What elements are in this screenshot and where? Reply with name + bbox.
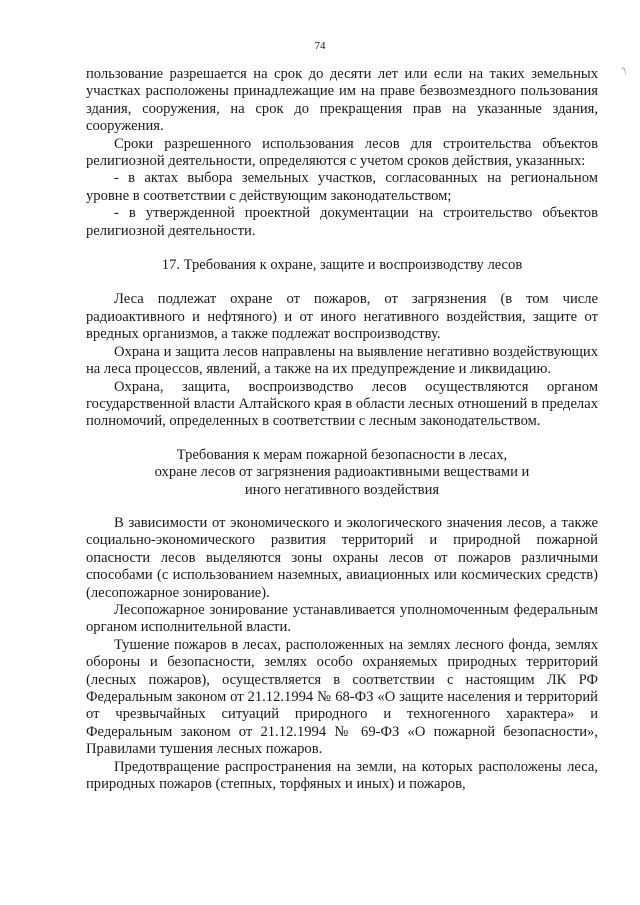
page-number: 74	[314, 40, 326, 52]
scan-mark: '\	[622, 66, 627, 76]
list-item: - в актах выбора земельных участков, согласованных на региональном уровне в соответствии с действующим законодательством;	[86, 170, 598, 204]
paragraph: Сроки разрешенного использования лесов для строительства объектов религиозной деятельности, определяются с учетом сроков действия, указанных:	[86, 135, 598, 170]
paragraph: Охрана и защита лесов направлены на выявление негативно воздействующих на леса процессов, явлений, а также на их предупреждение и ликвидацию.	[86, 343, 598, 378]
section-heading: 17. Требования к охране, защите и воспроизводству лесов	[161, 257, 523, 274]
paragraph: Леса подлежат охране от пожаров, от загрязнения (в том числе радиоактивного и нефтяного) и от иного негативного воздействия, защите от вредных организмов, а также подлежат воспроизводству.	[86, 291, 598, 343]
document-body	[86, 66, 598, 793]
paragraph: Предотвращение распространения на земли, на которых расположены леса, природных пожаров (степных, торфяных и иных) и пожаров,	[86, 758, 598, 793]
subheading-line: охране лесов от загрязнения радиоактивными веществами и	[154, 464, 530, 481]
paragraph: Тушение пожаров в лесах, расположенных на землях лесного фонда, землях обороны и безопасности, землях особо охраняемых природных территорий (лесных пожаров), осуществляется в соответствии с настоящим ЛК РФ Федеральным законом от 21.12.1994 № 68-ФЗ «О защите населения и территорий от чрезвычайных ситуаций природного и техногенного характера» и Федеральным законом от 21.12.1994 № 69-ФЗ «О пожарной безопасности», Правилами тушения лесных пожаров.	[86, 636, 598, 758]
subheading-line: иного негативного воздействия	[244, 481, 440, 498]
paragraph: В зависимости от экономического и экологического значения лесов, а также социально-экономического развития территорий и природной пожарной опасности лесов выделяются зоны охраны лесов от пожаров различными способами (с использованием наземных, авиационных или космических средств) (лесопожарное зонирование).	[86, 514, 598, 601]
list-item: - в утвержденной проектной документации на строительство объектов религиозной деятельности.	[86, 205, 598, 239]
subsection-heading	[86, 447, 598, 499]
paragraph: Охрана, защита, воспроизводство лесов осуществляются органом государственной власти Алтайского края в области лесных отношений в пределах полномочий, определенных в соответствии с лесным законодательством.	[86, 378, 598, 430]
paragraph: Лесопожарное зонирование устанавливается уполномоченным федеральным органом исполнительной власти.	[86, 601, 598, 636]
subheading-line: Требования к мерам пожарной безопасности в лесах,	[176, 446, 508, 463]
paragraph: пользование разрешается на срок до десяти лет или если на таких земельных участках расположены принадлежащие им на праве безвозмездного пользования здания, сооружения, на срок до прекращения прав на указанные здания, сооружения.	[86, 66, 598, 135]
